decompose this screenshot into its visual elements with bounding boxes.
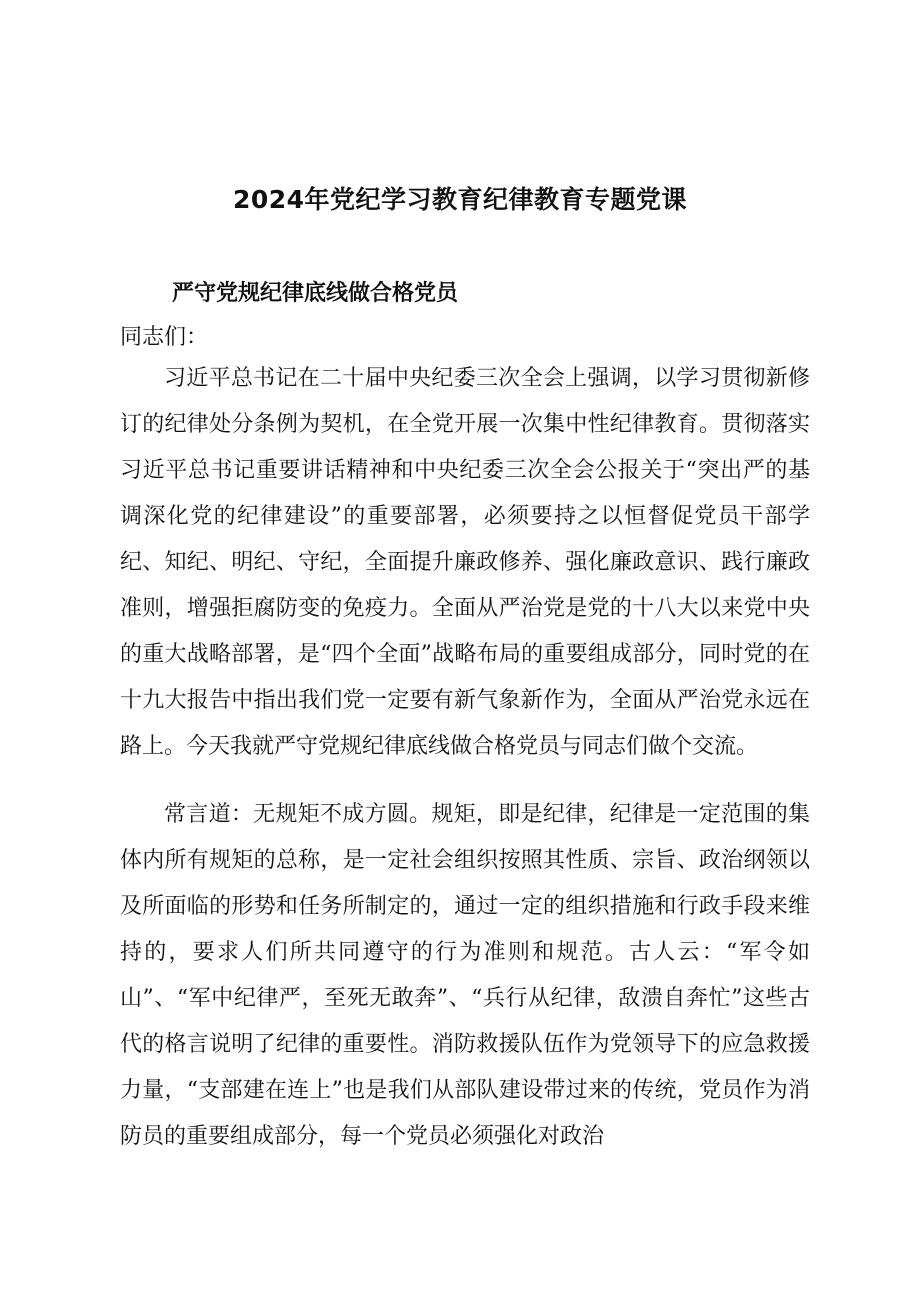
document-subtitle: 严守党规纪律底线做合格党员 <box>172 281 459 306</box>
greeting: 同志们： <box>120 325 209 350</box>
document-title: 2024年党纪学习教育纪律教育专题党课 <box>232 185 688 214</box>
body-paragraph-2: 常言道：无规矩不成方圆。规矩，即是纪律，纪律是一定范围的集体内所有规矩的总称，是一定社会组织按照其性质、宗旨、政治纲领以及所面临的形势和任务所制定的，通过一定的组织措施和行政手段来维持的，要求人们所共同遵守的行为准则和规范。古人云：“军令如山”、“军中纪律严，至死无敢奔”、“兵行从纪律，敌溃自奔忙”这些古代的格言说明了纪律的重要性。消防救援队伍作为党领导下的应急救援力量，“支部建在连上”也是我们从部队建设带过来的传统，党员作为消防员的重要组成部分，每一个党员必须强化对政治 <box>120 802 810 1149</box>
body-paragraph-1: 习近平总书记在二十届中央纪委三次全会上强调，以学习贯彻新修订的纪律处分条例为契机，在全党开展一次集中性纪律教育。贯彻落实习近平总书记重要讲话精神和中央纪委三次全会公报关于“突出严的基调深化党的纪律建设”的重要部署，必须要持之以恒督促党员干部学纪、知纪、明纪、守纪，全面提升廉政修养、强化廉政意识、践行廉政准则，增强拒腐防变的免疫力。全面从严治党是党的十八大以来党中央的重大战略部署，是“四个全面”战略布局的重要组成部分，同时党的在十九大报告中指出我们党一定要有新气象新作为，全面从严治党永远在路上。今天我就严守党规纪律底线做合格党员与同志们做个交流。 <box>120 366 810 759</box>
